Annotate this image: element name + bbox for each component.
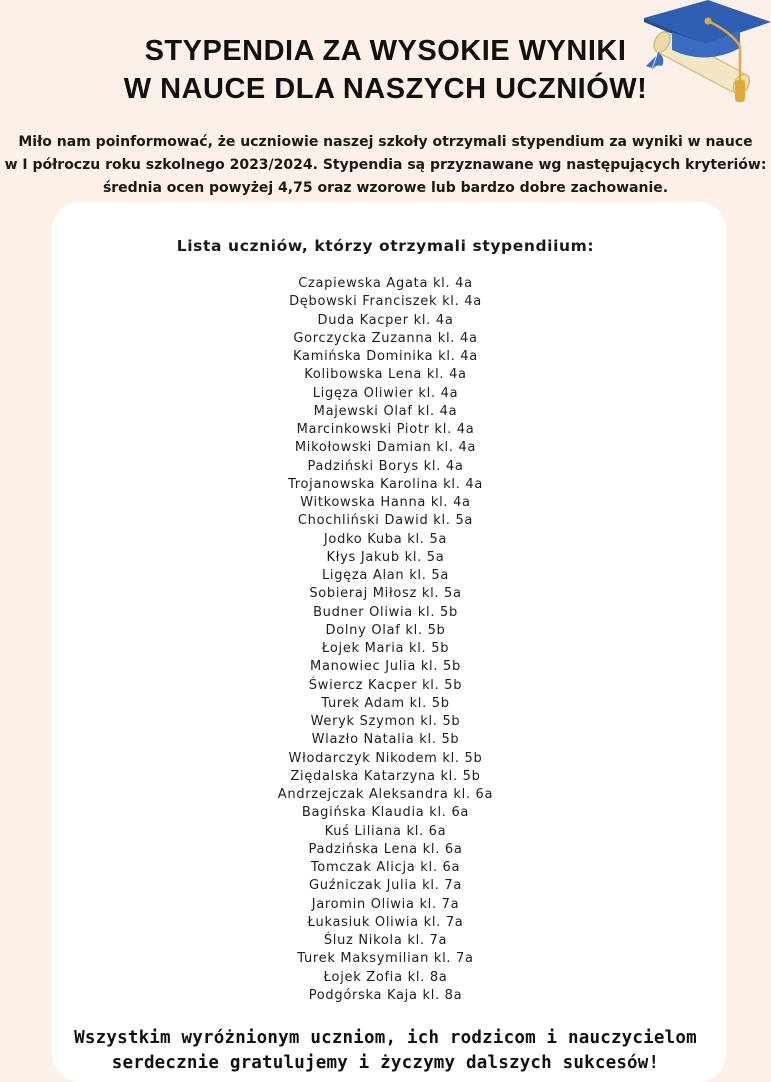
list-item: Jodko Kuba kl. 5a xyxy=(323,531,448,547)
title-line: STYPENDIA ZA WYSOKIE WYNIKI xyxy=(144,35,627,67)
list-item: Dolny Olaf kl. 5b xyxy=(325,622,446,638)
list-heading: Lista uczniów, którzy otrzymali stypendiium: xyxy=(176,237,595,255)
list-item: Kuś Liliana kl. 6a xyxy=(324,823,447,839)
list-item: Ligęza Alan kl. 5a xyxy=(321,568,450,583)
list-item: Dębowski Franciszek kl. 4a xyxy=(289,294,482,310)
list-item: Kłys Jakub kl. 5a xyxy=(326,549,445,565)
list-item: Łojek Maria kl. 5b xyxy=(321,641,450,656)
list-item: Kamińska Dominika kl. 4a xyxy=(293,349,478,364)
intro-paragraph xyxy=(0,131,771,200)
title-line: W NAUCE DLA NASZYCH UCZNIÓW! xyxy=(123,73,648,105)
list-item: Podgórska Kaja kl. 8a xyxy=(308,987,463,1003)
list-item: Padzińska Lena kl. 6a xyxy=(308,841,463,857)
list-item: Gorczycka Zuzanna kl. 4a xyxy=(293,330,478,346)
list-item: Budner Oliwia kl. 5b xyxy=(313,604,458,620)
list-item: Mikołowski Damian kl. 4a xyxy=(294,440,477,456)
closing-line: Wszystkim wyróżnionym uczniom, ich rodzicom i nauczycielom xyxy=(74,1028,697,1048)
list-item: Włodarczyk Nikodem kl. 5b xyxy=(288,750,483,766)
list-item: Majewski Olaf kl. 4a xyxy=(313,403,458,419)
list-item: Łojek Zofia kl. 8a xyxy=(323,969,448,985)
list-item: Kolibowska Lena kl. 4a xyxy=(304,367,467,383)
list-item: Tomczak Alicja kl. 6a xyxy=(310,860,461,875)
list-item: Turek Maksymilian kl. 7a xyxy=(297,951,474,967)
list-item: Duda Kacper kl. 4a xyxy=(317,312,454,328)
list-item: Andrzejczak Aleksandra kl. 6a xyxy=(277,787,494,802)
page-title xyxy=(0,32,771,108)
list-item: Trojanowska Karolina kl. 4a xyxy=(288,476,483,492)
list-item: Manowiec Julia kl. 5b xyxy=(310,659,461,675)
list-item: Ziędalska Katarzyna kl. 5b xyxy=(290,768,481,784)
list-item: Sobieraj Miłosz kl. 5a xyxy=(309,586,462,602)
list-item: Weryk Szymon kl. 5b xyxy=(310,714,461,729)
list-item: Świercz Kacper kl. 5b xyxy=(308,677,463,693)
intro-line: w I półroczu roku szkolnego 2023/2024. Stypendia są przyznawane wg następujących kryteriów: xyxy=(4,157,767,173)
list-item: Śluz Nikola kl. 7a xyxy=(323,933,448,948)
closing-message xyxy=(0,1026,771,1076)
intro-line: Miło nam poinformować, że uczniowie naszej szkoły otrzymali stypendium za wyniki w nauce xyxy=(18,134,753,150)
list-item: Padziński Borys kl. 4a xyxy=(307,458,464,474)
list-item: Czapiewska Agata kl. 4a xyxy=(298,276,473,291)
list-item: Guźniczak Julia kl. 7a xyxy=(308,878,463,894)
list-item: Chochliński Dawid kl. 5a xyxy=(297,513,474,529)
closing-line: serdecznie gratulujemy i życzymy dalszych sukcesów! xyxy=(111,1053,660,1073)
list-item: Łukasiuk Oliwia kl. 7a xyxy=(307,914,464,930)
list-item: Wlazło Natalia kl. 5b xyxy=(311,732,460,748)
list-item: Bagińska Klaudia kl. 6a xyxy=(301,805,470,821)
list-item: Ligęza Oliwier kl. 4a xyxy=(312,385,459,401)
list-item: Witkowska Hanna kl. 4a xyxy=(300,495,471,510)
list-item: Jaromin Oliwia kl. 7a xyxy=(311,896,460,912)
list-item: Turek Adam kl. 5b xyxy=(321,695,450,711)
intro-line: średnia ocen powyżej 4,75 oraz wzorowe lub bardzo dobre zachowanie. xyxy=(102,180,669,196)
list-item: Marcinkowski Piotr kl. 4a xyxy=(296,422,475,437)
student-list xyxy=(0,275,771,1005)
